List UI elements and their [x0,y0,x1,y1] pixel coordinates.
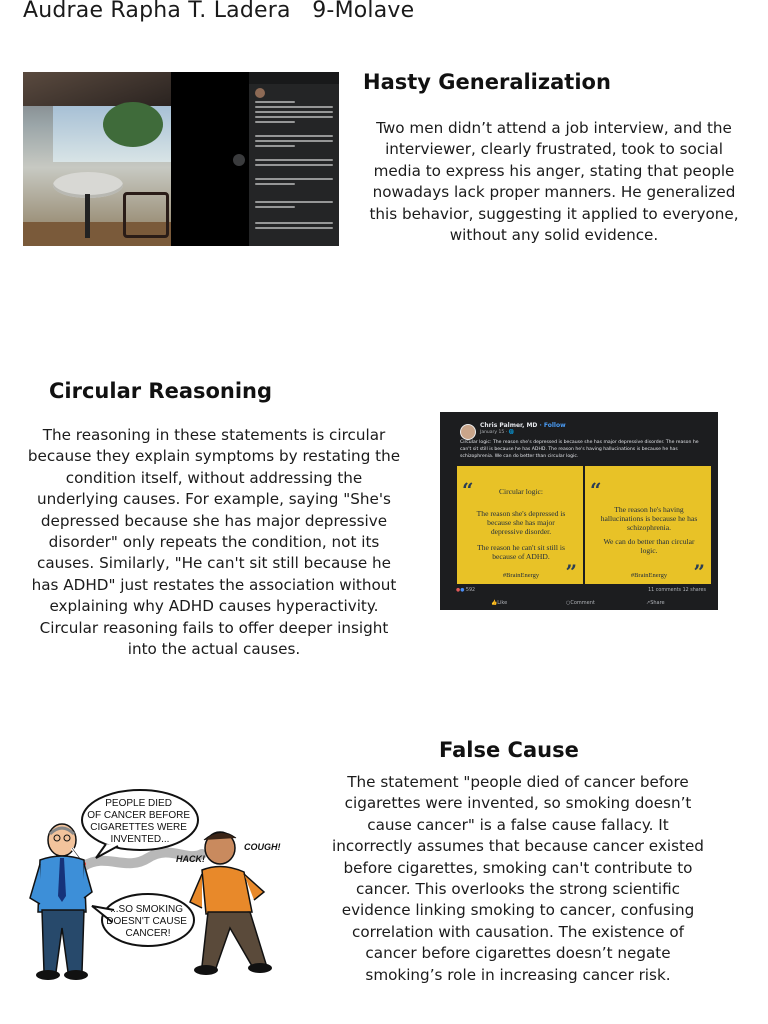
hasty-generalization-screenshot [23,72,339,246]
share-button[interactable]: ↗ Share [646,600,665,606]
hack-label: HACK! [176,854,205,864]
svg-text:...SO SMOKING DOESN'T CAUS: ...SO SMOKING DOESN'T CAUSE CANCER! [106,904,187,939]
svg-text:PEOPLE DIED OF CANCER BEFO: PEOPLE DIED OF CANCER BEFORE CIGARETTES WERE INVENTED... [87,798,191,845]
open-quote-icon: “ [462,478,474,502]
open-quote-icon: “ [590,478,602,502]
post-stats: ●● 592 11 comments 12 shares [456,588,706,593]
old-man-figure [30,824,92,980]
restaurant-photo [23,72,171,246]
facebook-post-panel [249,72,339,246]
hasty-generalization-text: Two men didn’t attend a job interview, and the interviewer, clearly frustrated, took to social media to express his anger, stating that people nowadays lack proper manners. He generalized this behavior, suggesting it applied to everyone, without any solid evidence. [369,119,739,245]
close-quote-icon: ” [693,560,705,584]
false-cause-title: False Cause [439,738,579,762]
avatar [255,88,265,98]
comment-button[interactable]: ○ Comment [566,600,595,606]
post-date: January 15 · 🌐 [480,430,515,435]
circular-reasoning-title: Circular Reasoning [49,379,273,403]
hasty-generalization-title: Hasty Generalization [363,70,611,94]
smoking-cartoon [26,788,292,984]
like-button[interactable]: 👍 Like [491,600,508,606]
avatar [460,424,476,440]
circular-reasoning-screenshot [440,412,718,610]
close-quote-icon: ” [565,560,577,584]
post-author: Chris Palmer, MD · Follow [480,422,566,429]
post-actions [456,600,706,608]
post-body: Circular logic: The reason she's depressed is because she has major depressive disorder. The reason he can't sit still is because he has ADHD. The reason he's having hallucinations is because he has schizophrenia. We can do better than circular logic. [460,440,699,459]
quote-panel-left: “ Circular logic: The reason she's depressed is because she has major depressive disorder. The reason he can't sit still is because of ADHD. #BrainEnergy ” [457,466,583,584]
quote-panel-right: “ The reason he's having hallucinations is because he has schizophrenia. We can do better than circular logic. #BrainEnergy ” [585,466,711,584]
page-header: Audrae Rapha T. Ladera 9-Molave [23,0,415,23]
cough-label: COUGH! [244,842,281,852]
false-cause-text: The statement "people died of cancer before cigarettes were invented, so smoking doesn’t cause cancer" is a false cause fallacy. It incorrectly assumes that because cancer existed before cigarettes, smoking can't contribute to cancer. This overlooks the strong scientific evidence linking smoking to cancer, confusing correlation with causation. The existence of cancer before cigarettes doesn’t negate smoking’s role in increasing cancer risk. [332,773,704,984]
next-arrow-icon [233,154,245,166]
circular-reasoning-text: The reasoning in these statements is circular because they explain symptoms by restating the condition itself, without addressing the underlying causes. For example, saying "She's depressed because she has major depressive disorder" only repeats the condition, not its causes. Similarly, "He can't sit still because he has ADHD" just restates the association without explaining why ADHD causes hyperactivity. Circular reasoning fails to offer deeper insight into the actual causes. [27,426,401,659]
